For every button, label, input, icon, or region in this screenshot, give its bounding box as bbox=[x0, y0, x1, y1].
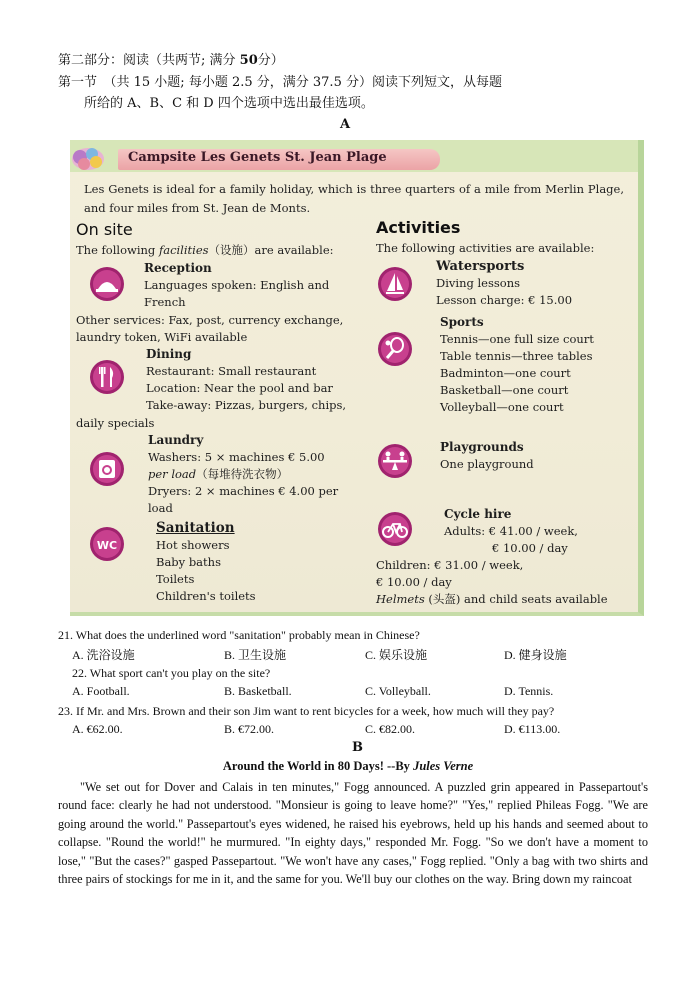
question-23: 23. If Mr. and Mrs. Brown and their son Jim want to rent bicycles for a week, how much will they pay? bbox=[58, 704, 555, 718]
sanitation-line: Hot showers bbox=[156, 538, 230, 552]
watersports-line: Lesson charge: € 15.00 bbox=[436, 293, 573, 307]
dining-line: daily specials bbox=[76, 416, 155, 430]
reception-bell-icon bbox=[88, 265, 126, 303]
passage-b-text: "We set out for Dover and Calais in ten minutes," Fogg announced. A puzzled grin appeared in Passepartout's round face: clearly he had not understood. "Monsieur is going to leave home?" "Yes," replied Phileas Fogg. "We are going around the world." Passepartout's eyes widened, he raised his eyebrows, held up his hands and seemed about to collapse. "Round the world!" he murmured. "In eighty days," responded Mr. Fogg. "So we don't have a moment to lose," "But the cases?" gasped Passepartout. "We won't have any cases," Fogg replied. "Only a bag with two shirts and three pairs of stockings for me in it, and the same for you. We'll buy our clothes on the way. Bring down my raincoat bbox=[58, 780, 648, 887]
q21-option-c[interactable]: C. 娱乐设施 bbox=[365, 648, 428, 662]
watersports-title: Watersports bbox=[436, 259, 525, 274]
passage-b-title-text: Around the World in 80 Days! --By bbox=[222, 759, 410, 773]
passage-b-title bbox=[0, 759, 696, 774]
section-instructions: 所给的 A、B、C 和 D 四个选项中选出最佳选项。 bbox=[84, 96, 374, 111]
helmets-word: Helmets bbox=[376, 592, 425, 606]
q21-option-d[interactable]: D. 健身设施 bbox=[504, 648, 567, 662]
sanitation-block bbox=[156, 520, 256, 605]
sanitation-line: Baby baths bbox=[156, 555, 221, 569]
playgrounds-line: One playground bbox=[440, 457, 534, 471]
fork-knife-icon bbox=[88, 358, 126, 396]
question-22: 22. What sport can't you play on the site? bbox=[72, 666, 271, 680]
reception-services bbox=[76, 312, 343, 346]
leaflet-intro: Les Genets is ideal for a family holiday, which is three quarters of a mile from Merlin Plage, and four miles from St. Jean de Monts. bbox=[84, 182, 624, 215]
activities-subheading: The following activities are available: bbox=[376, 241, 595, 255]
reception-title: Reception bbox=[144, 261, 212, 275]
q23-option-d[interactable]: D. €113.00. bbox=[504, 722, 561, 736]
q23-option-b[interactable]: B. €72.00. bbox=[224, 722, 275, 736]
sports-line: Table tennis—three tables bbox=[440, 349, 593, 363]
watersports-line: Diving lessons bbox=[436, 276, 521, 290]
q23-option-c[interactable]: C. €82.00. bbox=[365, 722, 416, 736]
bicycle-icon bbox=[376, 510, 414, 548]
seesaw-icon bbox=[376, 442, 414, 480]
reception-line: Languages spoken: English and bbox=[144, 278, 330, 292]
sports-line: Badminton—one court bbox=[440, 366, 571, 380]
part-heading-text: 第二部分：阅读（共两节; 满分 bbox=[58, 53, 236, 68]
laundry-line: Dryers: 2 × machines € 4.00 per bbox=[148, 484, 339, 498]
wc-icon bbox=[88, 525, 126, 563]
on-site-sub-post: （设施）are available: bbox=[208, 243, 334, 257]
laundry-line: Washers: 5 × machines € 5.00 bbox=[148, 450, 325, 464]
dining-specials bbox=[76, 415, 154, 432]
q21-option-b[interactable]: B. 卫生设施 bbox=[224, 648, 287, 662]
washing-machine-icon bbox=[88, 450, 126, 488]
q22-option-d[interactable]: D. Tennis. bbox=[504, 684, 554, 698]
laundry-title: Laundry bbox=[148, 433, 204, 447]
campsite-logo-icon bbox=[70, 144, 118, 174]
facilities-word: facilities bbox=[158, 243, 209, 257]
activities-heading: Activities bbox=[376, 218, 461, 237]
reception-line: French bbox=[144, 295, 186, 309]
part-heading bbox=[58, 52, 284, 70]
part-score: 50 bbox=[239, 53, 258, 68]
dining-line: Take-away: Pizzas, burgers, chips, bbox=[146, 398, 347, 412]
leaflet-title: Campsite Les Genets St. Jean Plage bbox=[128, 150, 387, 165]
dining-line: Location: Near the pool and bar bbox=[146, 381, 333, 395]
cycle-line: Children: € 31.00 / week, bbox=[376, 558, 524, 572]
sailboat-icon bbox=[376, 265, 414, 303]
cycle-hire-block bbox=[444, 506, 578, 557]
sports-line: Tennis—one full size court bbox=[440, 332, 594, 346]
cycle-line: € 10.00 / day bbox=[492, 541, 568, 555]
svg-text:WC: WC bbox=[96, 539, 118, 552]
on-site-sub-pre: The following bbox=[76, 243, 156, 257]
playgrounds-title: Playgrounds bbox=[440, 440, 524, 454]
reception-line: Other services: Fax, post, currency exchange, bbox=[76, 313, 344, 327]
dining-line: Restaurant: Small restaurant bbox=[146, 364, 317, 378]
cycle-line: Adults: € 41.00 / week, bbox=[444, 524, 578, 538]
per-load: per load bbox=[148, 467, 197, 481]
watersports-block bbox=[436, 258, 572, 309]
passage-b-author: Jules Verne bbox=[413, 759, 474, 773]
cycle-line: € 10.00 / day bbox=[376, 575, 452, 589]
cycle-hire-title: Cycle hire bbox=[444, 507, 512, 521]
q22-option-c[interactable]: C. Volleyball. bbox=[365, 684, 431, 698]
reception-block bbox=[144, 260, 329, 311]
q22-option-b[interactable]: B. Basketball. bbox=[224, 684, 292, 698]
passage-b-letter: B bbox=[352, 740, 363, 755]
sanitation-line: Children's toilets bbox=[156, 589, 256, 603]
sports-block bbox=[440, 314, 594, 416]
passage-a-letter: A bbox=[340, 117, 351, 132]
sanitation-title: Sanitation bbox=[156, 520, 235, 536]
sports-line: Volleyball—one court bbox=[440, 400, 564, 414]
sanitation-line: Toilets bbox=[156, 572, 195, 586]
q23-option-a[interactable]: A. €62.00. bbox=[72, 722, 123, 736]
reception-line: laundry token, WiFi available bbox=[76, 330, 248, 344]
cycle-line: (头盔) and child seats available bbox=[424, 592, 608, 606]
playgrounds-block bbox=[440, 439, 534, 473]
cycle-hire-children bbox=[376, 557, 608, 608]
dining-block bbox=[146, 346, 346, 414]
laundry-line: load bbox=[148, 501, 173, 515]
on-site-subheading bbox=[76, 242, 334, 258]
section-heading: 第一节 （共 15 小题; 每小题 2.5 分，满分 37.5 分）阅读下列短文，从每题 bbox=[58, 75, 502, 90]
part-heading-tail: 分） bbox=[257, 53, 284, 68]
question-21: 21. What does the underlined word "sanitation" probably mean in Chinese? bbox=[58, 628, 420, 642]
per-load-gloss: （每堆待洗衣物） bbox=[196, 467, 289, 481]
dining-title: Dining bbox=[146, 347, 192, 361]
racket-icon bbox=[376, 330, 414, 368]
sports-title: Sports bbox=[440, 315, 484, 329]
campsite-leaflet bbox=[70, 140, 644, 616]
q22-option-a[interactable]: A. Football. bbox=[72, 684, 130, 698]
sports-line: Basketball—one court bbox=[440, 383, 569, 397]
q21-option-a[interactable]: A. 洗浴设施 bbox=[72, 648, 135, 662]
laundry-block bbox=[148, 432, 338, 517]
on-site-heading: On site bbox=[76, 220, 133, 239]
